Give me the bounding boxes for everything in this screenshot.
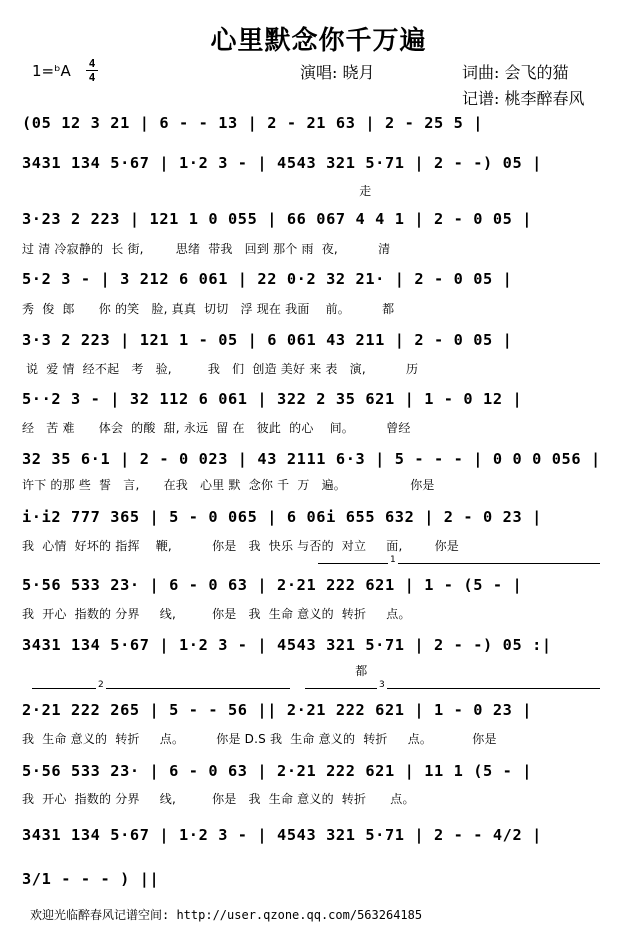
notation-row-14: 3/1 - - - ) ||: [22, 870, 160, 888]
notation-row-2: 3431 134 5·67 | 1·2 3 - | 4543 321 5·71 | 2 - -) 05 |: [22, 154, 542, 172]
notation-row-3: 3·23 2 223 | 121 1 0 055 | 66 067 4 4 1 | 2 - 0 05 |: [22, 210, 533, 228]
footer-link-text: 欢迎光临醉春风记谱空间: http://user.qzone.qq.com/563264185: [30, 908, 423, 922]
key-signature: 1=ᵇA: [32, 62, 71, 80]
time-signature: [86, 58, 98, 83]
time-signature-bottom: 4: [88, 71, 96, 84]
notation-row-12: 5·56 533 23· | 6 - 0 63 | 2·21 222 621 | 11 1 (5 - |: [22, 762, 533, 780]
lyric-row-5: 说 爱 情 经不起 考 验, 我 们 创造 美好 来 表 演, 历: [22, 362, 419, 376]
lyric-row-4: 秀 俊 郎 你 的笑 脸, 真真 切切 浮 现在 我面 前。 都: [22, 302, 395, 316]
volta-label-3: 3: [379, 680, 385, 690]
notation-row-13: 3431 134 5·67 | 1·2 3 - | 4543 321 5·71 | 2 - - 4/2 |: [22, 826, 542, 844]
notation-row-7: 32 35 6·1 | 2 - 0 023 | 43 2111 6·3 | 5 - - - | 0 0 0 056 |: [22, 450, 601, 468]
volta-label-2: 2: [98, 680, 104, 690]
notation-row-5: 3·3 2 223 | 121 1 - 05 | 6 061 43 211 | 2 - 0 05 |: [22, 331, 513, 349]
lyric-row-2: 走: [22, 184, 372, 198]
volta-bracket-3: [305, 680, 600, 690]
lyric-row-11: 我 生命 意义的 转折 点。 你是 D.S 我 生命 意义的 转折 点。 你是: [22, 732, 497, 746]
notation-row-9: 5·56 533 23· | 6 - 0 63 | 2·21 222 621 | 1 - (5 - |: [22, 576, 523, 594]
notation-row-4: 5·2 3 - | 3 212 6 061 | 22 0·2 32 21· | 2 - 0 05 |: [22, 270, 513, 288]
notation-row-6: 5··2 3 - | 32 112 6 061 | 322 2 35 621 | 1 - 0 12 |: [22, 390, 523, 408]
volta-bracket-2: [32, 680, 290, 690]
singer-credit: 演唱: 晓月: [300, 63, 375, 82]
volta-label-1: 1: [390, 555, 396, 565]
notation-row-10: 3431 134 5·67 | 1·2 3 - | 4543 321 5·71 | 2 - -) 05 :|: [22, 636, 552, 654]
time-signature-top: 4: [88, 57, 96, 70]
notation-row-1: (05 12 3 21 | 6 - - 13 | 2 - 21 63 | 2 - 25 5 |: [22, 114, 484, 132]
lyric-row-9: 我 开心 指数的 分界 线, 你是 我 生命 意义的 转折 点。: [22, 607, 411, 621]
lyric-row-3: 过 清 冷寂静的 长 街, 思绪 带我 回到 那个 雨 夜, 清: [22, 242, 391, 256]
volta-bracket-1: [318, 555, 600, 565]
notation-row-8: i·i2 777 365 | 5 - 0 065 | 6 06i 655 632 | 2 - 0 23 |: [22, 508, 542, 526]
lyric-row-7: 许下 的那 些 誓 言, 在我 心里 默 念你 千 万 遍。 你是: [22, 478, 435, 492]
lyric-row-10: 都: [22, 664, 368, 678]
transcriber-credit: 记谱: 桃李醉春风: [462, 89, 585, 108]
song-title: 心里默念你千万遍: [210, 26, 427, 56]
composer-credit: 词曲: 会飞的猫: [462, 63, 569, 82]
lyric-row-6: 经 苦 难 体会 的酸 甜, 永远 留 在 彼此 的心 间。 曾经: [22, 421, 411, 435]
notation-row-11: 2·21 222 265 | 5 - - 56 || 2·21 222 621 | 1 - 0 23 |: [22, 701, 533, 719]
lyric-row-12: 我 开心 指数的 分界 线, 你是 我 生命 意义的 转折 点。: [22, 792, 415, 806]
lyric-row-8: 我 心情 好坏的 指挥 鞭, 你是 我 快乐 与否的 对立 面, 你是: [22, 539, 460, 553]
